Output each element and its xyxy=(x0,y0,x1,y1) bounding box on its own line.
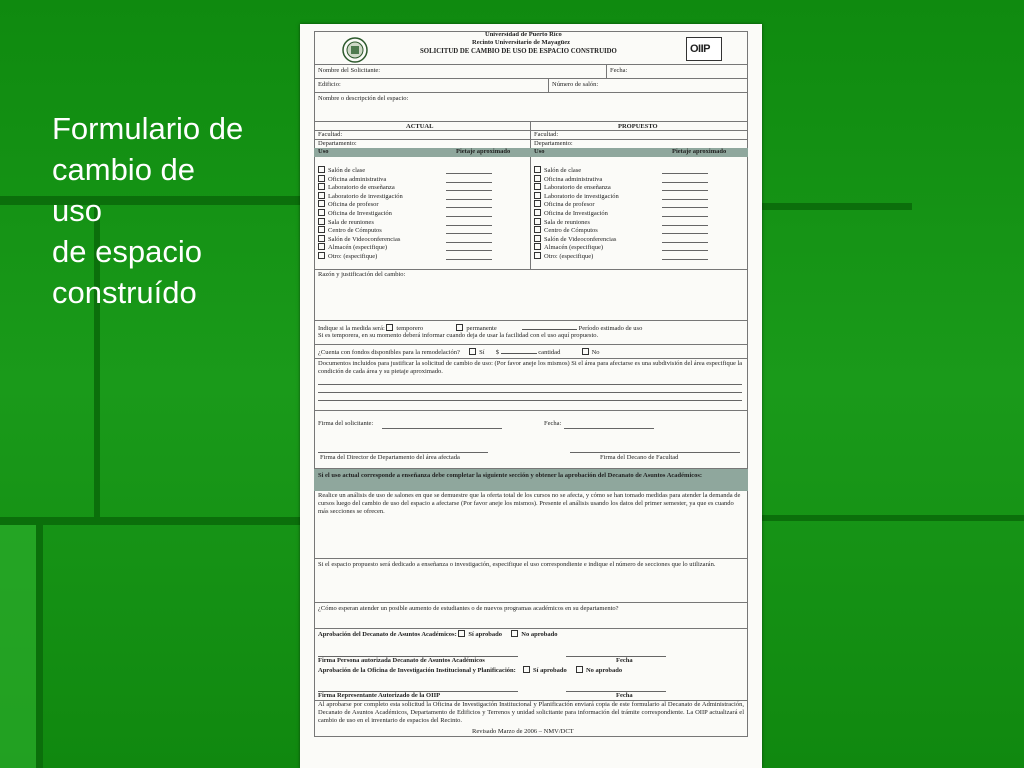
divider xyxy=(314,64,748,65)
fecha2-label: Fecha: xyxy=(544,420,562,427)
use-label: Almacén (especifique) xyxy=(328,244,388,252)
university-name: Universidad de Puerto Rico xyxy=(485,31,562,38)
decorative-bar xyxy=(0,517,300,525)
salon-label: Número de salón: xyxy=(552,81,599,88)
permanente-label: permanente xyxy=(466,325,497,332)
aumento-question: ¿Cómo esperan atender un posible aumento de estudiantes o de nuevos programas académicos en su departamento? xyxy=(318,605,619,612)
fondos-row xyxy=(318,348,600,357)
oiip-no-checkbox[interactable] xyxy=(576,666,583,673)
fecha3-label: Fecha xyxy=(616,657,633,664)
decanato-no-label: No aprobado xyxy=(521,631,558,638)
use-checkbox[interactable] xyxy=(534,192,541,199)
revisado-note: Revisado Marzo de 2006 – NMV/DCT xyxy=(472,728,574,735)
firma-solicitante-label: Firma del solicitante: xyxy=(318,420,374,427)
divider xyxy=(314,358,748,359)
firma-director-label: Firma del Director de Departamento del área afectada xyxy=(320,454,460,461)
use-checkbox[interactable] xyxy=(534,183,541,190)
use-checkbox[interactable] xyxy=(318,235,325,242)
form-title: SOLICITUD DE CAMBIO DE USO DE ESPACIO CONSTRUIDO xyxy=(420,48,617,55)
fecha4-label: Fecha xyxy=(616,692,633,699)
use-label: Oficina de profesor xyxy=(328,201,379,209)
fecha2-line xyxy=(564,428,654,429)
caption-line: cambio de xyxy=(52,152,196,187)
use-checkbox[interactable] xyxy=(534,252,541,259)
aprob-decanato-row xyxy=(318,630,557,639)
propuesto-question: Si el espacio propuesto será dedicado a enseñanza o investigación, especifique el uso correspondiente e indique el número de secciones que lo utilizarán. xyxy=(318,561,716,568)
aprob-oiip-row xyxy=(318,666,622,675)
fondos-question: ¿Cuenta con fondos disponibles para la remodelación? xyxy=(318,349,460,356)
use-checkbox[interactable] xyxy=(534,175,541,182)
divider xyxy=(314,320,748,321)
use-checkbox[interactable] xyxy=(318,200,325,207)
pietaje-line[interactable] xyxy=(662,259,708,260)
uso-propuesto-label: Uso xyxy=(534,148,545,155)
use-label: Salón de Videoconferencias xyxy=(328,235,401,243)
use-label: Almacén (especifique) xyxy=(544,244,604,252)
decanato-si-label: Sí aprobado xyxy=(468,631,503,638)
pietaje-line[interactable] xyxy=(662,199,708,200)
oiip-si-checkbox[interactable] xyxy=(523,666,530,673)
solicitante-label: Nombre del Solicitante: xyxy=(318,67,381,74)
pietaje-actual-label: Pietaje aproximado xyxy=(456,148,511,155)
pietaje-line[interactable] xyxy=(662,225,708,226)
use-checkbox[interactable] xyxy=(318,218,325,225)
oiip-logo-icon: OIIP xyxy=(686,37,722,61)
decanato-no-checkbox[interactable] xyxy=(511,630,518,637)
divider xyxy=(606,64,607,78)
pietaje-line[interactable] xyxy=(662,182,708,183)
decorative-bar xyxy=(762,515,1024,521)
departamento-actual-label: Departamento: xyxy=(318,140,357,147)
divider xyxy=(314,130,748,131)
use-option[interactable] xyxy=(318,252,377,261)
facultad-actual-label: Facultad: xyxy=(318,131,343,138)
use-checkbox[interactable] xyxy=(534,226,541,233)
fecha-label: Fecha: xyxy=(610,67,628,74)
firma-persona-label: Firma Persona autorizada Decanato de Asuntos Académicos xyxy=(318,657,485,664)
use-label: Salón de Videoconferencias xyxy=(544,235,617,243)
documentos-text: Documentos incluidos para justificar la solicitud de cambio de uso: (Por favor aneje los mismos) Si el área para afectarse es una subdivisión del área especifique la condición de cada área y su pietaje aproximado. xyxy=(318,360,743,375)
fondos-si-checkbox[interactable] xyxy=(469,348,476,355)
use-label: Oficina de profesor xyxy=(544,201,595,209)
cantidad-label: cantidad xyxy=(538,349,561,356)
form-document xyxy=(300,24,762,768)
use-label: Sala de reuniones xyxy=(328,218,374,226)
use-checkbox[interactable] xyxy=(318,175,325,182)
use-label: Centro de Cómputos xyxy=(328,227,382,235)
use-label: Otro: (especifique) xyxy=(544,253,594,260)
firma-decano-label: Firma del Decano de Facultad xyxy=(600,454,679,461)
decorative-bar xyxy=(762,203,912,210)
fondos-no-label: No xyxy=(591,349,600,356)
divider xyxy=(314,344,748,345)
edificio-label: Edificio: xyxy=(318,81,341,88)
decorative-bar xyxy=(0,525,36,768)
pietaje-line[interactable] xyxy=(446,173,492,174)
pietaje-line[interactable] xyxy=(446,233,492,234)
pietaje-propuesto-label: Pietaje aproximado xyxy=(672,148,727,155)
pietaje-line[interactable] xyxy=(662,242,708,243)
medida-note: Si es temporera, en su momento deberá informar cuando deja de usar la facilidad con el uso aquí propuesto. xyxy=(318,332,599,339)
slide-caption xyxy=(52,108,292,313)
use-checkbox[interactable] xyxy=(534,166,541,173)
use-label: Laboratorio de investigación xyxy=(328,192,403,200)
use-label: Laboratorio de enseñanza xyxy=(544,184,611,192)
divider xyxy=(548,78,549,92)
caption-line: Formulario de xyxy=(52,111,244,146)
oiip-no-label: No aprobado xyxy=(585,667,623,674)
divider xyxy=(314,410,748,411)
use-option[interactable] xyxy=(534,252,593,261)
use-checkbox[interactable] xyxy=(318,243,325,250)
descripcion-label: Nombre o descripción del espacio: xyxy=(318,95,409,102)
use-label: Oficina administrativa xyxy=(328,175,387,183)
propuesto-heading: PROPUESTO xyxy=(618,123,658,130)
temporero-label: temporero xyxy=(396,325,424,332)
use-checkbox[interactable] xyxy=(318,192,325,199)
oiip-si-label: Sí aprobado xyxy=(533,667,567,674)
permanente-checkbox[interactable] xyxy=(456,324,463,331)
use-checkbox[interactable] xyxy=(534,200,541,207)
pietaje-line[interactable] xyxy=(446,182,492,183)
decorative-bar xyxy=(36,525,43,768)
fondos-no-checkbox[interactable] xyxy=(582,348,589,355)
pietaje-line[interactable] xyxy=(662,173,708,174)
pietaje-line[interactable] xyxy=(662,250,708,251)
academic-banner-text: Si el uso actual corresponde a enseñanza debe completar la siguiente sección y obtener la aprobación del Decanato de Asuntos Académicos: xyxy=(318,472,703,479)
pietaje-line[interactable] xyxy=(446,216,492,217)
pietaje-line[interactable] xyxy=(446,242,492,243)
pietaje-line[interactable] xyxy=(446,225,492,226)
pietaje-line[interactable] xyxy=(662,216,708,217)
divider xyxy=(314,78,748,79)
firma-solicitante-line xyxy=(382,428,502,429)
use-checkbox[interactable] xyxy=(318,226,325,233)
use-checkbox[interactable] xyxy=(534,243,541,250)
use-checkbox[interactable] xyxy=(318,209,325,216)
fondos-si-label: Sí xyxy=(479,349,485,356)
use-checkbox[interactable] xyxy=(534,235,541,242)
periodo-label: Período estimado de uso xyxy=(578,325,643,332)
use-checkbox[interactable] xyxy=(534,218,541,225)
dollar-sign: $ xyxy=(495,349,500,356)
use-label: Oficina de Investigación xyxy=(544,210,608,217)
caption-line: construído xyxy=(52,275,197,310)
divider xyxy=(314,139,748,140)
use-checkbox[interactable] xyxy=(318,252,325,259)
analisis-text: Realice un análisis de uso de salones en que se demuestre que la oferta total de los cursos no se afecta, y cómo se han tomado medidas para atender la demanda de cursos luego del cambio de uso del espacio a afectarse (Por favor aneje los mismos). Presente el análisis usando los datos del primer semester, ya que es cuando más secciones se ofrecen. xyxy=(318,492,741,515)
use-checkbox[interactable] xyxy=(534,209,541,216)
use-label: Oficina de Investigación xyxy=(328,210,392,217)
divider xyxy=(314,558,748,559)
pietaje-line[interactable] xyxy=(446,207,492,208)
firma-director-line xyxy=(318,452,488,453)
documentos-line xyxy=(318,384,742,385)
aprob-oiip-label: Aprobación de la Oficina de Investigación Institucional y Planificación: xyxy=(318,667,516,674)
medida-label: Indique si la medida será: xyxy=(318,325,385,332)
pietaje-line[interactable] xyxy=(446,250,492,251)
campus-name: Recinto Universitario de Mayagüez xyxy=(472,39,571,46)
pietaje-line[interactable] xyxy=(446,199,492,200)
use-label: Oficina administrativa xyxy=(544,175,603,183)
firma-oiip-label: Firma Representante Autorizado de la OIIP xyxy=(318,692,441,699)
actual-heading: ACTUAL xyxy=(406,123,434,130)
caption-line: de espacio xyxy=(52,234,202,269)
caption-line: uso xyxy=(52,193,102,228)
razon-label: Razón y justificación del cambio: xyxy=(318,271,406,278)
use-label: Laboratorio de enseñanza xyxy=(328,184,395,192)
temporero-checkbox[interactable] xyxy=(386,324,393,331)
divider xyxy=(530,121,531,269)
use-checkbox[interactable] xyxy=(318,183,325,190)
use-label: Centro de Cómputos xyxy=(544,227,598,235)
departamento-propuesto-label: Departamento: xyxy=(534,140,573,147)
use-label: Laboratorio de investigación xyxy=(544,192,619,200)
use-label: Salón de clase xyxy=(544,167,582,174)
divider xyxy=(314,628,748,629)
documentos-line xyxy=(318,400,742,401)
divider xyxy=(314,92,748,93)
pietaje-line[interactable] xyxy=(662,207,708,208)
firma-decano-line xyxy=(570,452,740,453)
pietaje-line[interactable] xyxy=(662,233,708,234)
use-checkbox[interactable] xyxy=(318,166,325,173)
documentos-line xyxy=(318,392,742,393)
facultad-propuesto-label: Facultad: xyxy=(534,131,559,138)
final-note: Al aprobarse por completo esta solicitud la Oficina de Investigación Institucional y Planificación enviará copia de este formulario al Decanato de Administración, Decanato de Asuntos Académicos, Departamento de Edificios y Terrenos y unidad solicitante para información del trámite correspondiente. La OIIP actualizará el cambio de uso en el inventario de espacios del Recinto. xyxy=(318,701,744,724)
divider xyxy=(314,602,748,603)
pietaje-line[interactable] xyxy=(662,190,708,191)
uso-actual-label: Uso xyxy=(318,148,329,155)
decanato-si-checkbox[interactable] xyxy=(458,630,465,637)
divider xyxy=(314,121,748,122)
use-label: Sala de reuniones xyxy=(544,218,590,226)
pietaje-line[interactable] xyxy=(446,259,492,260)
pietaje-line[interactable] xyxy=(446,190,492,191)
use-label: Salón de clase xyxy=(328,167,366,174)
divider xyxy=(314,269,748,270)
aprob-decanato-label: Aprobación del Decanato de Asuntos Académicos: xyxy=(318,631,457,638)
use-label: Otro: (especifique) xyxy=(328,253,378,260)
